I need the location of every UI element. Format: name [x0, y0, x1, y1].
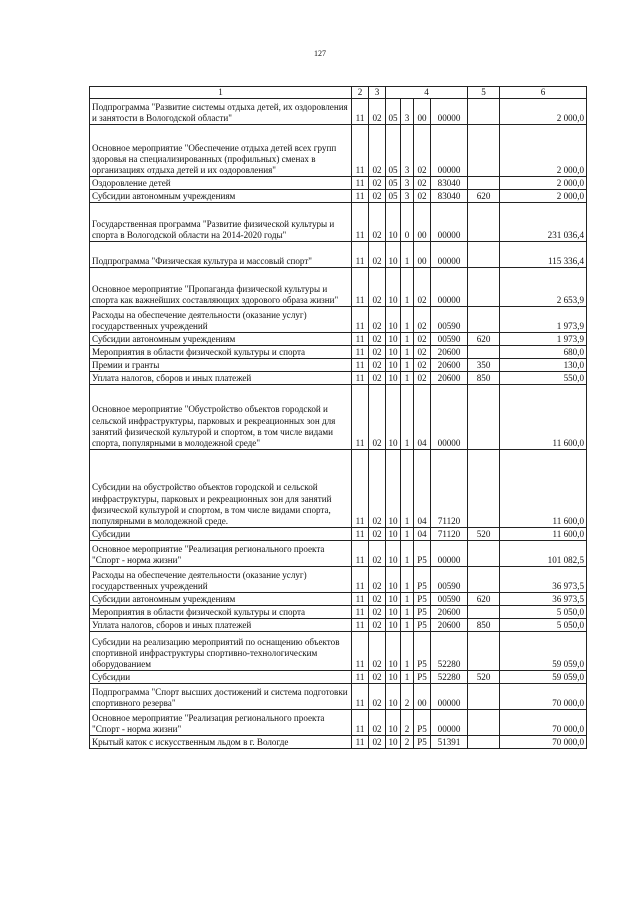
header-col-1: 1	[90, 87, 352, 99]
table-row	[90, 385, 587, 450]
table-cell-subsection: 02	[369, 346, 386, 359]
table-cell-program: 10	[386, 346, 401, 359]
table-cell-program: 10	[386, 736, 401, 749]
table-cell-program: 10	[386, 684, 401, 710]
table-cell-program: 05	[386, 177, 401, 190]
table-row	[90, 346, 587, 359]
table-cell-section: 11	[352, 528, 369, 541]
table-cell-program: 10	[386, 606, 401, 619]
budget-table	[89, 86, 587, 749]
table-cell-direction: 00000	[431, 541, 468, 567]
table-cell-event: P5	[414, 632, 431, 671]
table-cell-name: Субсидии автономным учреждениям	[90, 333, 352, 346]
table-cell-name: Субсидии	[90, 671, 352, 684]
table-cell-subsection: 02	[369, 450, 386, 528]
table-cell-program: 10	[386, 203, 401, 242]
table-cell-subsection: 02	[369, 99, 386, 125]
table-cell-name: Субсидии	[90, 528, 352, 541]
table-cell-amount: 231 036,4	[500, 203, 587, 242]
table-cell-subsection: 02	[369, 190, 386, 203]
table-cell-subprogram: 2	[401, 710, 414, 736]
table-cell-event: 04	[414, 528, 431, 541]
table-cell-subsection: 02	[369, 125, 386, 177]
table-cell-subsection: 02	[369, 242, 386, 268]
table-cell-program: 10	[386, 541, 401, 567]
table-cell-amount: 2 000,0	[500, 125, 587, 177]
table-cell-direction: 00000	[431, 710, 468, 736]
table-cell-expense-type	[468, 450, 500, 528]
table-cell-event: P5	[414, 671, 431, 684]
table-row	[90, 450, 587, 528]
table-cell-event: 02	[414, 307, 431, 333]
table-cell-subprogram: 2	[401, 684, 414, 710]
table-cell-event: P5	[414, 593, 431, 606]
table-cell-event: P5	[414, 710, 431, 736]
table-cell-subsection: 02	[369, 177, 386, 190]
table-cell-amount: 11 600,0	[500, 385, 587, 450]
table-cell-subprogram: 1	[401, 372, 414, 385]
table-cell-subsection: 02	[369, 307, 386, 333]
header-col-6: 6	[500, 87, 587, 99]
table-row	[90, 359, 587, 372]
table-cell-subsection: 02	[369, 710, 386, 736]
table-cell-event: 02	[414, 125, 431, 177]
table-cell-expense-type	[468, 177, 500, 190]
table-row	[90, 307, 587, 333]
table-row	[90, 125, 587, 177]
table-cell-event: 04	[414, 385, 431, 450]
table-cell-amount: 5 050,0	[500, 619, 587, 632]
table-cell-amount: 70 000,0	[500, 710, 587, 736]
header-col-5: 5	[468, 87, 500, 99]
table-cell-expense-type	[468, 346, 500, 359]
table-cell-direction: 00000	[431, 125, 468, 177]
table-cell-section: 11	[352, 619, 369, 632]
table-cell-direction: 20600	[431, 346, 468, 359]
table-cell-subsection: 02	[369, 684, 386, 710]
table-cell-expense-type	[468, 307, 500, 333]
table-cell-subprogram: 1	[401, 346, 414, 359]
table-cell-amount: 70 000,0	[500, 736, 587, 749]
table-cell-amount: 2 000,0	[500, 177, 587, 190]
table-row	[90, 333, 587, 346]
table-header-row	[90, 87, 587, 99]
table-cell-direction: 00000	[431, 385, 468, 450]
table-cell-direction: 00590	[431, 333, 468, 346]
table-cell-expense-type	[468, 125, 500, 177]
table-cell-name: Субсидии автономным учреждениям	[90, 190, 352, 203]
table-cell-expense-type	[468, 242, 500, 268]
table-cell-program: 10	[386, 593, 401, 606]
table-row	[90, 593, 587, 606]
table-cell-section: 11	[352, 450, 369, 528]
table-cell-program: 10	[386, 385, 401, 450]
table-cell-subsection: 02	[369, 372, 386, 385]
table-cell-amount: 115 336,4	[500, 242, 587, 268]
table-cell-subprogram: 1	[401, 619, 414, 632]
table-cell-program: 10	[386, 450, 401, 528]
table-cell-direction: 20600	[431, 606, 468, 619]
table-cell-subprogram: 1	[401, 450, 414, 528]
table-cell-direction: 20600	[431, 372, 468, 385]
table-cell-name: Основное мероприятие "Пропаганда физической культуры и спорта как важнейших составляющих здорового образа жизни"	[90, 268, 352, 307]
table-cell-direction: 20600	[431, 359, 468, 372]
table-cell-program: 10	[386, 372, 401, 385]
table-cell-section: 11	[352, 125, 369, 177]
table-cell-section: 11	[352, 242, 369, 268]
table-row	[90, 567, 587, 593]
table-cell-direction: 00590	[431, 307, 468, 333]
table-row	[90, 684, 587, 710]
table-cell-section: 11	[352, 190, 369, 203]
table-cell-event: 00	[414, 99, 431, 125]
table-row	[90, 242, 587, 268]
table-cell-name: Субсидии автономным учреждениям	[90, 593, 352, 606]
table-cell-subprogram: 1	[401, 567, 414, 593]
table-cell-section: 11	[352, 268, 369, 307]
header-col-2: 2	[352, 87, 369, 99]
table-cell-direction: 00000	[431, 99, 468, 125]
table-cell-section: 11	[352, 333, 369, 346]
table-cell-expense-type	[468, 99, 500, 125]
table-row	[90, 541, 587, 567]
header-col-4: 4	[386, 87, 468, 99]
table-cell-section: 11	[352, 385, 369, 450]
table-row	[90, 268, 587, 307]
table-row	[90, 99, 587, 125]
table-cell-section: 11	[352, 541, 369, 567]
table-cell-subsection: 02	[369, 203, 386, 242]
table-cell-name: Мероприятия в области физической культуры и спорта	[90, 606, 352, 619]
table-cell-section: 11	[352, 177, 369, 190]
table-cell-section: 11	[352, 359, 369, 372]
table-cell-subprogram: 1	[401, 541, 414, 567]
table-cell-program: 10	[386, 268, 401, 307]
table-cell-direction: 83040	[431, 177, 468, 190]
table-cell-name: Крытый каток с искусственным льдом в г. Вологде	[90, 736, 352, 749]
table-row	[90, 528, 587, 541]
table-cell-direction: 00000	[431, 684, 468, 710]
table-cell-section: 11	[352, 203, 369, 242]
table-cell-amount: 11 600,0	[500, 528, 587, 541]
table-row	[90, 632, 587, 671]
table-cell-amount: 550,0	[500, 372, 587, 385]
table-cell-program: 05	[386, 125, 401, 177]
table-cell-name: Подпрограмма "Развитие системы отдыха детей, их оздоровления и занятости в Вологодской области"	[90, 99, 352, 125]
table-cell-section: 11	[352, 736, 369, 749]
table-cell-expense-type: 520	[468, 671, 500, 684]
table-cell-amount: 59 059,0	[500, 671, 587, 684]
table-cell-event: P5	[414, 541, 431, 567]
table-row	[90, 606, 587, 619]
table-cell-expense-type	[468, 541, 500, 567]
table-cell-program: 10	[386, 359, 401, 372]
table-cell-event: 02	[414, 346, 431, 359]
table-cell-subprogram: 1	[401, 268, 414, 307]
table-cell-direction: 00590	[431, 567, 468, 593]
table-cell-direction: 71120	[431, 528, 468, 541]
table-cell-subsection: 02	[369, 567, 386, 593]
table-cell-event: 00	[414, 684, 431, 710]
table-cell-direction: 51391	[431, 736, 468, 749]
table-cell-subprogram: 1	[401, 307, 414, 333]
table-cell-program: 05	[386, 190, 401, 203]
table-cell-event: 00	[414, 203, 431, 242]
table-cell-event: 02	[414, 372, 431, 385]
header-col-3: 3	[369, 87, 386, 99]
table-row	[90, 177, 587, 190]
table-row	[90, 736, 587, 749]
table-cell-subsection: 02	[369, 671, 386, 684]
table-cell-subprogram: 3	[401, 190, 414, 203]
table-cell-program: 10	[386, 242, 401, 268]
table-cell-expense-type	[468, 268, 500, 307]
table-cell-expense-type	[468, 684, 500, 710]
table-cell-direction: 20600	[431, 619, 468, 632]
table-cell-amount: 680,0	[500, 346, 587, 359]
table-cell-section: 11	[352, 684, 369, 710]
table-cell-name: Основное мероприятие "Реализация регионального проекта "Спорт - норма жизни"	[90, 710, 352, 736]
table-cell-event: 04	[414, 450, 431, 528]
table-cell-expense-type	[468, 203, 500, 242]
table-cell-event: P5	[414, 606, 431, 619]
table-cell-subsection: 02	[369, 593, 386, 606]
table-cell-name: Подпрограмма "Спорт высших достижений и система подготовки спортивного резерва"	[90, 684, 352, 710]
table-cell-section: 11	[352, 346, 369, 359]
table-cell-subsection: 02	[369, 632, 386, 671]
table-cell-subprogram: 1	[401, 593, 414, 606]
table-cell-amount: 5 050,0	[500, 606, 587, 619]
table-cell-name: Субсидии на реализацию мероприятий по оснащению объектов спортивной инфраструктуры спортивно-технологическим оборудованием	[90, 632, 352, 671]
table-cell-section: 11	[352, 671, 369, 684]
table-cell-event: 02	[414, 190, 431, 203]
table-cell-subsection: 02	[369, 333, 386, 346]
table-cell-section: 11	[352, 710, 369, 736]
table-cell-event: P5	[414, 736, 431, 749]
table-cell-direction: 52280	[431, 632, 468, 671]
table-cell-amount: 36 973,5	[500, 593, 587, 606]
table-cell-amount: 1 973,9	[500, 333, 587, 346]
table-cell-subprogram: 3	[401, 177, 414, 190]
table-cell-direction: 00000	[431, 268, 468, 307]
table-cell-section: 11	[352, 99, 369, 125]
table-cell-amount: 70 000,0	[500, 684, 587, 710]
table-cell-event: 02	[414, 333, 431, 346]
table-cell-expense-type	[468, 736, 500, 749]
table-cell-expense-type	[468, 567, 500, 593]
table-cell-section: 11	[352, 567, 369, 593]
table-cell-amount: 36 973,5	[500, 567, 587, 593]
table-row	[90, 203, 587, 242]
table-cell-subprogram: 1	[401, 385, 414, 450]
table-cell-expense-type	[468, 606, 500, 619]
table-cell-program: 10	[386, 307, 401, 333]
table-cell-amount: 2 000,0	[500, 99, 587, 125]
table-cell-name: Основное мероприятие "Обеспечение отдыха детей всех групп здоровья на специализированных (профильных) сменах в организациях отдыха детей и их оздоровления"	[90, 125, 352, 177]
table-cell-program: 10	[386, 632, 401, 671]
table-cell-subsection: 02	[369, 385, 386, 450]
table-cell-direction: 00590	[431, 593, 468, 606]
page-number: 127	[314, 49, 326, 58]
table-cell-amount: 11 600,0	[500, 450, 587, 528]
table-cell-name: Уплата налогов, сборов и иных платежей	[90, 372, 352, 385]
table-cell-amount: 59 059,0	[500, 632, 587, 671]
table-cell-amount: 1 973,9	[500, 307, 587, 333]
table-cell-name: Основное мероприятие "Реализация регионального проекта "Спорт - норма жизни"	[90, 541, 352, 567]
table-cell-expense-type	[468, 385, 500, 450]
table-cell-expense-type: 620	[468, 333, 500, 346]
table-cell-name: Премии и гранты	[90, 359, 352, 372]
table-cell-expense-type	[468, 710, 500, 736]
table-cell-event: 00	[414, 242, 431, 268]
table-cell-section: 11	[352, 307, 369, 333]
table-cell-amount: 2 653,9	[500, 268, 587, 307]
table-cell-name: Государственная программа "Развитие физической культуры и спорта в Вологодской области на 2014-2020 годы"	[90, 203, 352, 242]
table-cell-program: 10	[386, 333, 401, 346]
table-cell-event: 02	[414, 268, 431, 307]
table-cell-subprogram: 1	[401, 671, 414, 684]
table-row	[90, 619, 587, 632]
table-cell-subsection: 02	[369, 736, 386, 749]
table-cell-subprogram: 0	[401, 203, 414, 242]
table-cell-section: 11	[352, 606, 369, 619]
table-cell-expense-type: 350	[468, 359, 500, 372]
table-cell-direction: 00000	[431, 203, 468, 242]
table-cell-expense-type: 620	[468, 190, 500, 203]
table-row	[90, 710, 587, 736]
table-cell-program: 10	[386, 619, 401, 632]
table-cell-subsection: 02	[369, 619, 386, 632]
table-cell-name: Расходы на обеспечение деятельности (оказание услуг) государственных учреждений	[90, 567, 352, 593]
table-cell-subprogram: 1	[401, 528, 414, 541]
table-cell-subprogram: 1	[401, 242, 414, 268]
table-cell-name: Мероприятия в области физической культуры и спорта	[90, 346, 352, 359]
table-cell-name: Подпрограмма "Физическая культура и массовый спорт"	[90, 242, 352, 268]
table-cell-name: Основное мероприятие "Обустройство объектов городской и сельской инфраструктуры, парковых и рекреационных зон для занятий физической культурой и спортом, в том числе видами спорта, популярными в молодежной среде"	[90, 385, 352, 450]
table-cell-subprogram: 1	[401, 359, 414, 372]
table-cell-expense-type: 850	[468, 619, 500, 632]
table-cell-amount: 101 082,5	[500, 541, 587, 567]
table-cell-direction: 71120	[431, 450, 468, 528]
table-row	[90, 372, 587, 385]
table-cell-amount: 2 000,0	[500, 190, 587, 203]
table-cell-expense-type	[468, 632, 500, 671]
table-row	[90, 671, 587, 684]
table-cell-section: 11	[352, 372, 369, 385]
table-cell-program: 10	[386, 528, 401, 541]
table-cell-subprogram: 1	[401, 333, 414, 346]
table-cell-program: 10	[386, 671, 401, 684]
table-cell-subsection: 02	[369, 606, 386, 619]
table-cell-expense-type: 620	[468, 593, 500, 606]
table-cell-program: 05	[386, 99, 401, 125]
table-cell-event: 02	[414, 359, 431, 372]
table-cell-event: P5	[414, 619, 431, 632]
table-cell-section: 11	[352, 632, 369, 671]
table-cell-subsection: 02	[369, 268, 386, 307]
table-cell-subsection: 02	[369, 541, 386, 567]
table-cell-subprogram: 3	[401, 125, 414, 177]
table-cell-name: Расходы на обеспечение деятельности (оказание услуг) государственных учреждений	[90, 307, 352, 333]
table-cell-direction: 00000	[431, 242, 468, 268]
table-cell-direction: 52280	[431, 671, 468, 684]
table-cell-name: Субсидии на обустройство объектов городской и сельской инфраструктуры, парковых и рекреационных зон для занятий физической культурой и спортом, в том числе видами спорта, популярными в молодежной среде.	[90, 450, 352, 528]
table-cell-subsection: 02	[369, 359, 386, 372]
table-cell-program: 10	[386, 710, 401, 736]
table-row	[90, 190, 587, 203]
table-cell-amount: 130,0	[500, 359, 587, 372]
table-cell-expense-type: 850	[468, 372, 500, 385]
table-cell-subprogram: 3	[401, 99, 414, 125]
table-cell-expense-type: 520	[468, 528, 500, 541]
table-cell-subprogram: 2	[401, 736, 414, 749]
table-cell-subprogram: 1	[401, 632, 414, 671]
table-cell-direction: 83040	[431, 190, 468, 203]
table-cell-name: Оздоровление детей	[90, 177, 352, 190]
table-cell-name: Уплата налогов, сборов и иных платежей	[90, 619, 352, 632]
table-cell-subprogram: 1	[401, 606, 414, 619]
table-cell-event: 02	[414, 177, 431, 190]
table-cell-program: 10	[386, 567, 401, 593]
table-cell-section: 11	[352, 593, 369, 606]
table-cell-subsection: 02	[369, 528, 386, 541]
table-cell-event: P5	[414, 567, 431, 593]
